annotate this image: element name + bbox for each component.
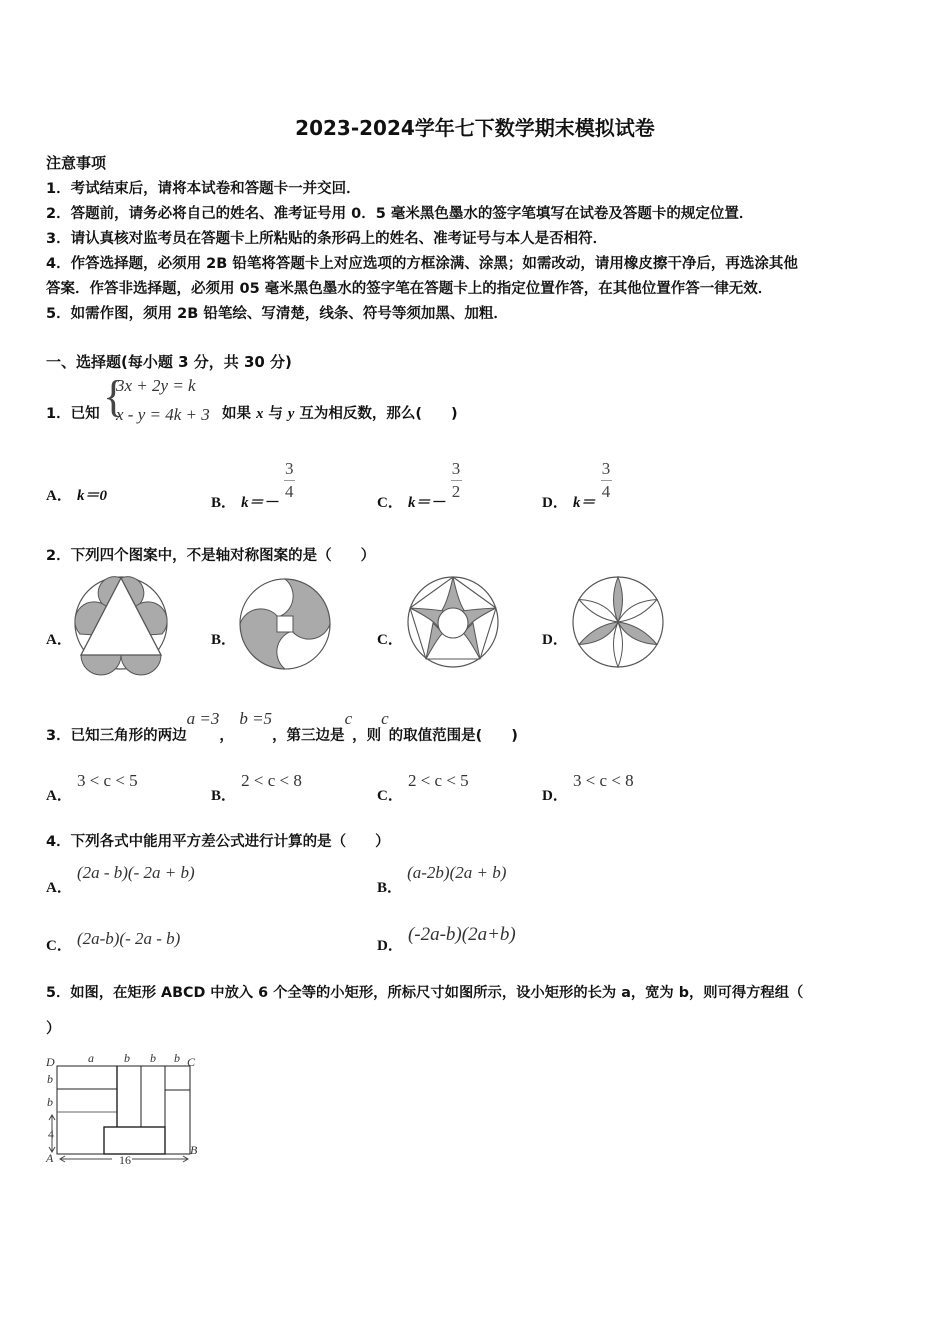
denominator: 2 (451, 481, 461, 501)
option-expr: (2a-b)(- 2a - b) (76, 929, 181, 948)
option-expr: k＝－ (407, 494, 446, 511)
q4-text: 4．下列各式中能用平方差公式进行计算的是（ ） (46, 834, 390, 850)
option-expr: 3 < c < 8 (572, 771, 634, 790)
corner-a: A (46, 1151, 54, 1165)
q1-option-b[interactable] (211, 459, 295, 511)
fraction (284, 460, 295, 501)
left-label-b1: b (47, 1072, 53, 1086)
notice-item-5: 5．如需作图，须用 2B 铅笔绘、写清楚，线条、符号等须加黑、加粗． (46, 306, 508, 322)
system-brace: { (103, 372, 125, 421)
fraction (601, 460, 612, 501)
q1-option-d[interactable] (542, 459, 612, 511)
notice-item-4: 4．作答选择题，必须用 2B 铅笔将答题卡上对应选项的方框涂满、涂黑；如需改动，请用橡皮擦干净后，再选涂其他 (46, 256, 798, 272)
q3-part1: 3．已知三角形的两边 (46, 728, 187, 744)
q2-option-c-label[interactable]: C． (377, 632, 403, 648)
numerator: 3 (601, 459, 611, 478)
q2-option-b-label[interactable]: B． (211, 632, 237, 648)
q3-part4: ，则 (352, 728, 382, 744)
circle-star-pentagon-figure (406, 575, 500, 669)
q2-text: 2．下列四个图案中，不是轴对称图案的是（ ） (46, 548, 376, 564)
q5-text-close: ） (46, 1021, 61, 1037)
fraction-bar (601, 480, 612, 481)
q3-math-a: a =3 (186, 709, 220, 728)
denominator: 4 (601, 481, 611, 501)
section-heading: 一、选择题(每小题 3 分，共 30 分) (46, 353, 292, 371)
option-label: B． (377, 880, 403, 896)
left-dim-4: 4 (48, 1127, 54, 1141)
circle-six-petals-figure (571, 575, 665, 669)
notice-heading: 注意事项 (46, 154, 107, 172)
q2-option-d-label[interactable]: D． (542, 632, 568, 648)
option-label: B． (211, 788, 237, 804)
option-expr: 3 < c < 5 (76, 771, 138, 790)
option-expr: 2 < c < 8 (241, 771, 302, 790)
q1-var-y: y (287, 406, 295, 422)
q3-math-c: c (344, 709, 353, 728)
q4-option-a[interactable] (46, 862, 195, 896)
fraction-bar (284, 480, 295, 481)
corner-c: C (187, 1055, 196, 1069)
q3-option-a[interactable] (46, 770, 138, 804)
top-label-b2: b (150, 1051, 156, 1065)
option-expr: (2a - b)(- 2a + b) (76, 863, 195, 882)
q4-option-d[interactable] (377, 924, 516, 954)
top-label-b1: b (124, 1051, 130, 1065)
circle-pinwheel-figure (238, 577, 332, 671)
notice-item-3: 3．请认真核对监考员在答题卡上所粘贴的条形码上的姓名、准考证号与本人是否相符． (46, 231, 608, 247)
left-label-b2: b (47, 1095, 53, 1109)
option-label: A． (46, 488, 72, 504)
bottom-dim-16: 16 (119, 1153, 131, 1167)
option-expr: 2 < c < 5 (407, 771, 469, 790)
q3-part2: ， (219, 728, 234, 744)
q1-suffix-c: 互为相反数，那么( ) (294, 406, 458, 422)
q3-part5: 的取值范围是( ) (388, 728, 518, 744)
q3-option-b[interactable] (211, 770, 302, 804)
option-label: C． (46, 938, 72, 954)
option-label: C． (377, 494, 403, 511)
corner-b: B (190, 1143, 198, 1157)
option-expr: (a-2b)(2a + b) (407, 863, 507, 882)
q1-var-x: x (256, 406, 264, 422)
q1-option-c[interactable] (377, 459, 462, 511)
q3-option-d[interactable] (542, 770, 634, 804)
option-label: D． (377, 938, 403, 954)
notice-item-1: 1．考试结束后，请将本试卷和答题卡一并交回． (46, 181, 361, 197)
top-label-a: a (88, 1051, 94, 1065)
option-label: D． (542, 494, 568, 511)
q1-suffix-a: 如果 (222, 406, 257, 422)
option-label: D． (542, 788, 568, 804)
q2-option-a-label[interactable]: A． (46, 632, 72, 648)
q5-text: 5．如图，在矩形 ABCD 中放入 6 个全等的小矩形，所标尺寸如图所示，设小矩形的长为 a，宽为 b，则可得方程组（ (46, 985, 804, 1001)
q3-option-c[interactable] (377, 770, 469, 804)
q1-suffix-b: 与 (263, 406, 288, 422)
fraction (451, 460, 462, 501)
option-expr: k＝ (572, 494, 596, 511)
q1-eq2 (116, 405, 210, 425)
q3-math-b: b =5 (239, 709, 273, 728)
option-label: A． (46, 880, 72, 896)
top-label-b3: b (174, 1051, 180, 1065)
q3-text (46, 709, 518, 745)
q1-eq1 (116, 376, 196, 396)
corner-d: D (46, 1055, 55, 1069)
q1-eq1-text: 3x + 2y = k (116, 376, 196, 395)
option-label: C． (377, 788, 403, 804)
q4-option-c[interactable] (46, 928, 181, 954)
q4-option-b[interactable] (377, 862, 507, 896)
fraction-bar (451, 480, 462, 481)
page-title: 2023-2024学年七下数学期末模拟试卷 (295, 116, 655, 140)
q3-math-c2: c (381, 709, 389, 728)
option-label: A． (46, 788, 72, 804)
denominator: 4 (284, 481, 294, 501)
q1-prefix: 1．已知 (46, 406, 100, 422)
notice-item-4-cont: 答案．作答非选择题，必须用 05 毫米黑色墨水的签字笔在答题卡上的指定位置作答，在其他位置作答一律无效． (46, 281, 773, 297)
q3-part3: ，第三边是 (272, 728, 345, 744)
rectangle-abcd-figure (44, 1050, 204, 1170)
numerator: 3 (451, 459, 461, 478)
option-expr: k＝0 (76, 488, 107, 504)
option-label: B． (211, 494, 237, 511)
q1-eq2-text: x - y = 4k + 3 (116, 405, 210, 424)
option-expr: (-2a-b)(2a+b) (407, 924, 516, 945)
q1-condition (222, 402, 458, 423)
notice-item-2: 2．答题前，请务必将自己的姓名、准考证号用 0．5 毫米黑色墨水的签字笔填写在试卷及答题卡的规定位置． (46, 206, 754, 222)
numerator: 3 (284, 459, 294, 478)
q1-option-a[interactable] (46, 484, 107, 505)
option-expr: k＝－ (241, 494, 279, 511)
circle-triangle-arcs-figure (73, 575, 169, 671)
